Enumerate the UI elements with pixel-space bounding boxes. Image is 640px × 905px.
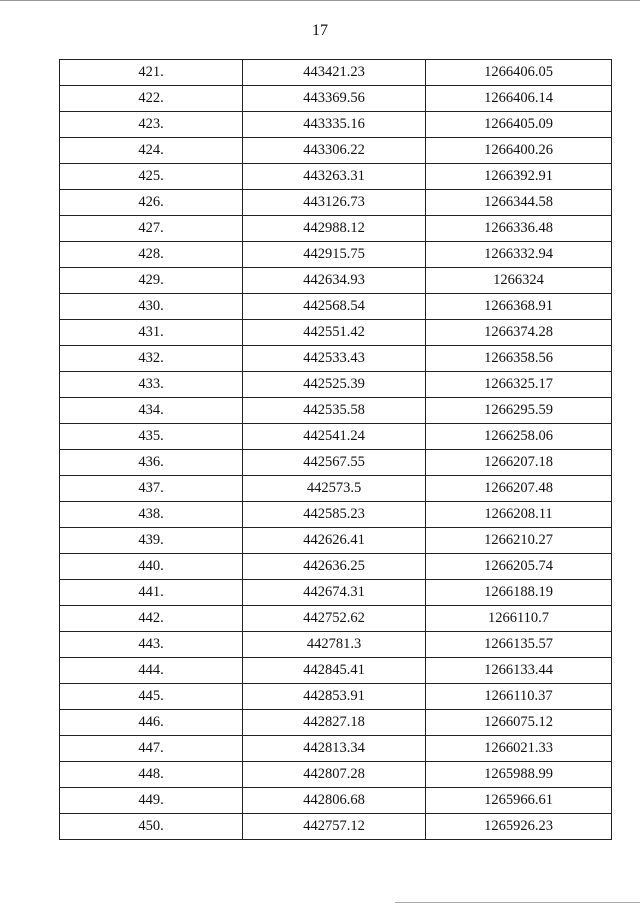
table-row <box>60 502 612 528</box>
x-coordinate-cell: 442533.43 <box>243 346 426 372</box>
x-coordinate-cell: 443126.73 <box>243 190 426 216</box>
x-coordinate-cell: 442988.12 <box>243 216 426 242</box>
point-number-cell: 445. <box>60 684 243 710</box>
x-coordinate-cell: 442535.58 <box>243 398 426 424</box>
y-coordinate-cell: 1266400.26 <box>426 138 612 164</box>
x-coordinate-cell: 442568.54 <box>243 294 426 320</box>
table-row <box>60 632 612 658</box>
table-row <box>60 60 612 86</box>
y-coordinate-cell: 1266207.48 <box>426 476 612 502</box>
y-coordinate-cell: 1266374.28 <box>426 320 612 346</box>
point-number-cell: 428. <box>60 242 243 268</box>
table-row <box>60 658 612 684</box>
table-row <box>60 528 612 554</box>
y-coordinate-cell: 1266392.91 <box>426 164 612 190</box>
page-number: 17 <box>312 22 328 39</box>
x-coordinate-cell: 442674.31 <box>243 580 426 606</box>
point-number-cell: 432. <box>60 346 243 372</box>
x-coordinate-cell: 442757.12 <box>243 814 426 840</box>
point-number-cell: 431. <box>60 320 243 346</box>
point-number-cell: 423. <box>60 112 243 138</box>
y-coordinate-cell: 1266332.94 <box>426 242 612 268</box>
table-row <box>60 294 612 320</box>
table-row <box>60 346 612 372</box>
point-number-cell: 425. <box>60 164 243 190</box>
table-row <box>60 320 612 346</box>
point-number-cell: 449. <box>60 788 243 814</box>
point-number-cell: 442. <box>60 606 243 632</box>
y-coordinate-cell: 1266258.06 <box>426 424 612 450</box>
x-coordinate-cell: 442915.75 <box>243 242 426 268</box>
point-number-cell: 448. <box>60 762 243 788</box>
x-coordinate-cell: 442807.28 <box>243 762 426 788</box>
coordinates-table-body <box>60 60 612 840</box>
table-row <box>60 814 612 840</box>
x-coordinate-cell: 442573.5 <box>243 476 426 502</box>
x-coordinate-cell: 443306.22 <box>243 138 426 164</box>
x-coordinate-cell: 442585.23 <box>243 502 426 528</box>
point-number-cell: 450. <box>60 814 243 840</box>
y-coordinate-cell: 1266133.44 <box>426 658 612 684</box>
y-coordinate-cell: 1265966.61 <box>426 788 612 814</box>
table-row <box>60 138 612 164</box>
y-coordinate-cell: 1266295.59 <box>426 398 612 424</box>
point-number-cell: 435. <box>60 424 243 450</box>
table-row <box>60 736 612 762</box>
point-number-cell: 430. <box>60 294 243 320</box>
x-coordinate-cell: 443421.23 <box>243 60 426 86</box>
point-number-cell: 426. <box>60 190 243 216</box>
x-coordinate-cell: 442806.68 <box>243 788 426 814</box>
y-coordinate-cell: 1266358.56 <box>426 346 612 372</box>
y-coordinate-cell: 1266368.91 <box>426 294 612 320</box>
y-coordinate-cell: 1266325.17 <box>426 372 612 398</box>
table-row <box>60 164 612 190</box>
table-row <box>60 112 612 138</box>
y-coordinate-cell: 1266110.7 <box>426 606 612 632</box>
point-number-cell: 436. <box>60 450 243 476</box>
table-row <box>60 476 612 502</box>
x-coordinate-cell: 442525.39 <box>243 372 426 398</box>
table-row <box>60 86 612 112</box>
x-coordinate-cell: 442636.25 <box>243 554 426 580</box>
y-coordinate-cell: 1266188.19 <box>426 580 612 606</box>
x-coordinate-cell: 442752.62 <box>243 606 426 632</box>
table-row <box>60 190 612 216</box>
table-row <box>60 372 612 398</box>
table-row <box>60 424 612 450</box>
y-coordinate-cell: 1266405.09 <box>426 112 612 138</box>
y-coordinate-cell: 1266344.58 <box>426 190 612 216</box>
point-number-cell: 439. <box>60 528 243 554</box>
coordinates-table <box>59 59 612 840</box>
point-number-cell: 437. <box>60 476 243 502</box>
table-row <box>60 268 612 294</box>
y-coordinate-cell: 1266205.74 <box>426 554 612 580</box>
y-coordinate-cell: 1265988.99 <box>426 762 612 788</box>
x-coordinate-cell: 442813.34 <box>243 736 426 762</box>
y-coordinate-cell: 1266324 <box>426 268 612 294</box>
point-number-cell: 438. <box>60 502 243 528</box>
y-coordinate-cell: 1265926.23 <box>426 814 612 840</box>
table-row <box>60 398 612 424</box>
table-row <box>60 450 612 476</box>
point-number-cell: 427. <box>60 216 243 242</box>
point-number-cell: 421. <box>60 60 243 86</box>
table-row <box>60 580 612 606</box>
y-coordinate-cell: 1266207.18 <box>426 450 612 476</box>
x-coordinate-cell: 442626.41 <box>243 528 426 554</box>
table-row <box>60 554 612 580</box>
point-number-cell: 429. <box>60 268 243 294</box>
y-coordinate-cell: 1266075.12 <box>426 710 612 736</box>
x-coordinate-cell: 442634.93 <box>243 268 426 294</box>
y-coordinate-cell: 1266135.57 <box>426 632 612 658</box>
point-number-cell: 443. <box>60 632 243 658</box>
x-coordinate-cell: 442781.3 <box>243 632 426 658</box>
y-coordinate-cell: 1266208.11 <box>426 502 612 528</box>
bottom-border-line <box>395 902 640 903</box>
x-coordinate-cell: 442551.42 <box>243 320 426 346</box>
point-number-cell: 433. <box>60 372 243 398</box>
point-number-cell: 440. <box>60 554 243 580</box>
table-row <box>60 606 612 632</box>
x-coordinate-cell: 442853.91 <box>243 684 426 710</box>
point-number-cell: 422. <box>60 86 243 112</box>
table-row <box>60 216 612 242</box>
table-row <box>60 788 612 814</box>
table-row <box>60 684 612 710</box>
x-coordinate-cell: 442827.18 <box>243 710 426 736</box>
point-number-cell: 424. <box>60 138 243 164</box>
x-coordinate-cell: 442567.55 <box>243 450 426 476</box>
y-coordinate-cell: 1266210.27 <box>426 528 612 554</box>
x-coordinate-cell: 442541.24 <box>243 424 426 450</box>
x-coordinate-cell: 443335.16 <box>243 112 426 138</box>
y-coordinate-cell: 1266406.05 <box>426 60 612 86</box>
top-border-line <box>0 0 640 1</box>
y-coordinate-cell: 1266021.33 <box>426 736 612 762</box>
x-coordinate-cell: 442845.41 <box>243 658 426 684</box>
y-coordinate-cell: 1266110.37 <box>426 684 612 710</box>
point-number-cell: 441. <box>60 580 243 606</box>
point-number-cell: 434. <box>60 398 243 424</box>
x-coordinate-cell: 443263.31 <box>243 164 426 190</box>
point-number-cell: 447. <box>60 736 243 762</box>
point-number-cell: 446. <box>60 710 243 736</box>
x-coordinate-cell: 443369.56 <box>243 86 426 112</box>
y-coordinate-cell: 1266406.14 <box>426 86 612 112</box>
point-number-cell: 444. <box>60 658 243 684</box>
table-row <box>60 710 612 736</box>
y-coordinate-cell: 1266336.48 <box>426 216 612 242</box>
table-row <box>60 762 612 788</box>
table-row <box>60 242 612 268</box>
